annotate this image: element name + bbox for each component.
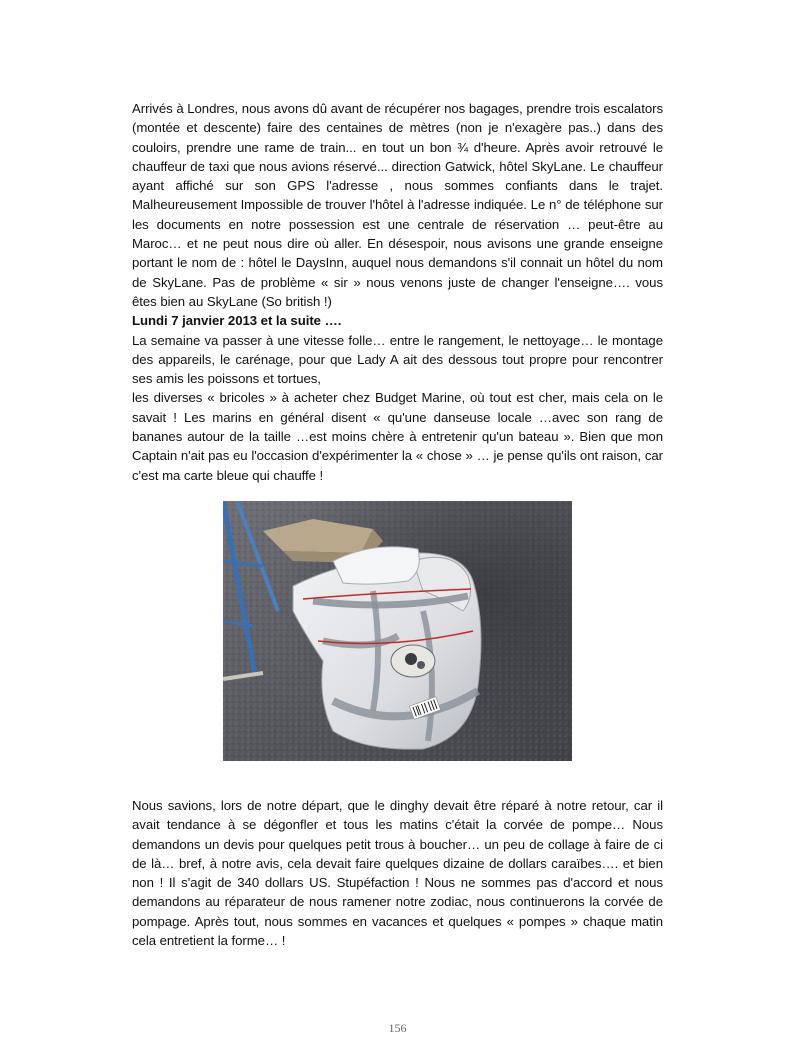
paragraph-arrival-london: Arrivés à Londres, nous avons dû avant de récupérer nos bagages, prendre trois escalators (montée et descente) faire des centaines de mètres (non je n'exagère pas..) dans des couloirs, prendre une rame de train... en tout un bon ¾ d'heure. Après avoir retrouvé le chauffeur de taxi que nous avions réservé... direction Gatwick, hôtel SkyLane. Le chauffeur ayant affiché sur son GPS l'adresse , nous sommes confiants dans le trajet. Malheureusement Impossible de trouver l'hôtel à l'adresse indiquée. Le n° de téléphone sur les documents en notre possession est une centrale de réservation … peut-être au Maroc… et ne peut nous dire où aller. En désespoir, nous avisons une grande enseigne portant le nom de : hôtel le DaysInn, auquel nous demandons s'il connait un hôtel du nom de SkyLane. Pas de problème « sir » nous venons juste de changer l'enseigne…. vous êtes bien au SkyLane (So british !) <box>132 101 663 309</box>
page-number: 156 <box>388 1021 407 1035</box>
paragraph-dinghy-repair: Nous savions, lors de notre départ, que le dinghy devait être réparé à notre retour, car il avait tendance à se dégonfler et tous les matins c'était la corvée de pompe… Nous demandons un devis pour quelques petit trous à boucher… un peu de collage à faire de ci de là… bref, à notre avis, cela devait faire quelques dizaine de dollars caraïbes…. et bien non ! Il s'agit de 340 dollars US. Stupéfaction ! Nous ne sommes pas d'accord et nous demandons au réparateur de nous ramener notre zodiac, nous continuerons la corvée de pompage. Après tout, nous sommes en vacances et quelques « pompes » chaque matin cela entretient la forme… ! <box>132 798 663 949</box>
deflated-dinghy-photo <box>223 501 572 761</box>
paragraph-week-work: La semaine va passer à une vitesse folle… entre le rangement, le nettoyage… le montage des appareils, le carénage, pour que Lady A ait des dessous tout propre pour rencontrer ses amis les poissons et tortues, <box>132 332 663 387</box>
text-block-upper <box>132 99 663 485</box>
text-block-lower <box>132 796 663 950</box>
paragraph-budget-marine: les diverses « bricoles » à acheter chez Budget Marine, où tout est cher, mais cela on le savait ! Les marins en général disent « qu'une danseuse locale …avec son rang de bananes autour de la taille …est moins chère à entretenir qu'un bateau ». Bien que mon Captain n'ait pas eu l'occasion d'expérimenter la « chose » … je pense qu'ils ont raison, car c'est ma carte bleue qui chauffe ! <box>132 390 663 483</box>
section-heading: Lundi 7 janvier 2013 et la suite …. <box>132 313 342 329</box>
